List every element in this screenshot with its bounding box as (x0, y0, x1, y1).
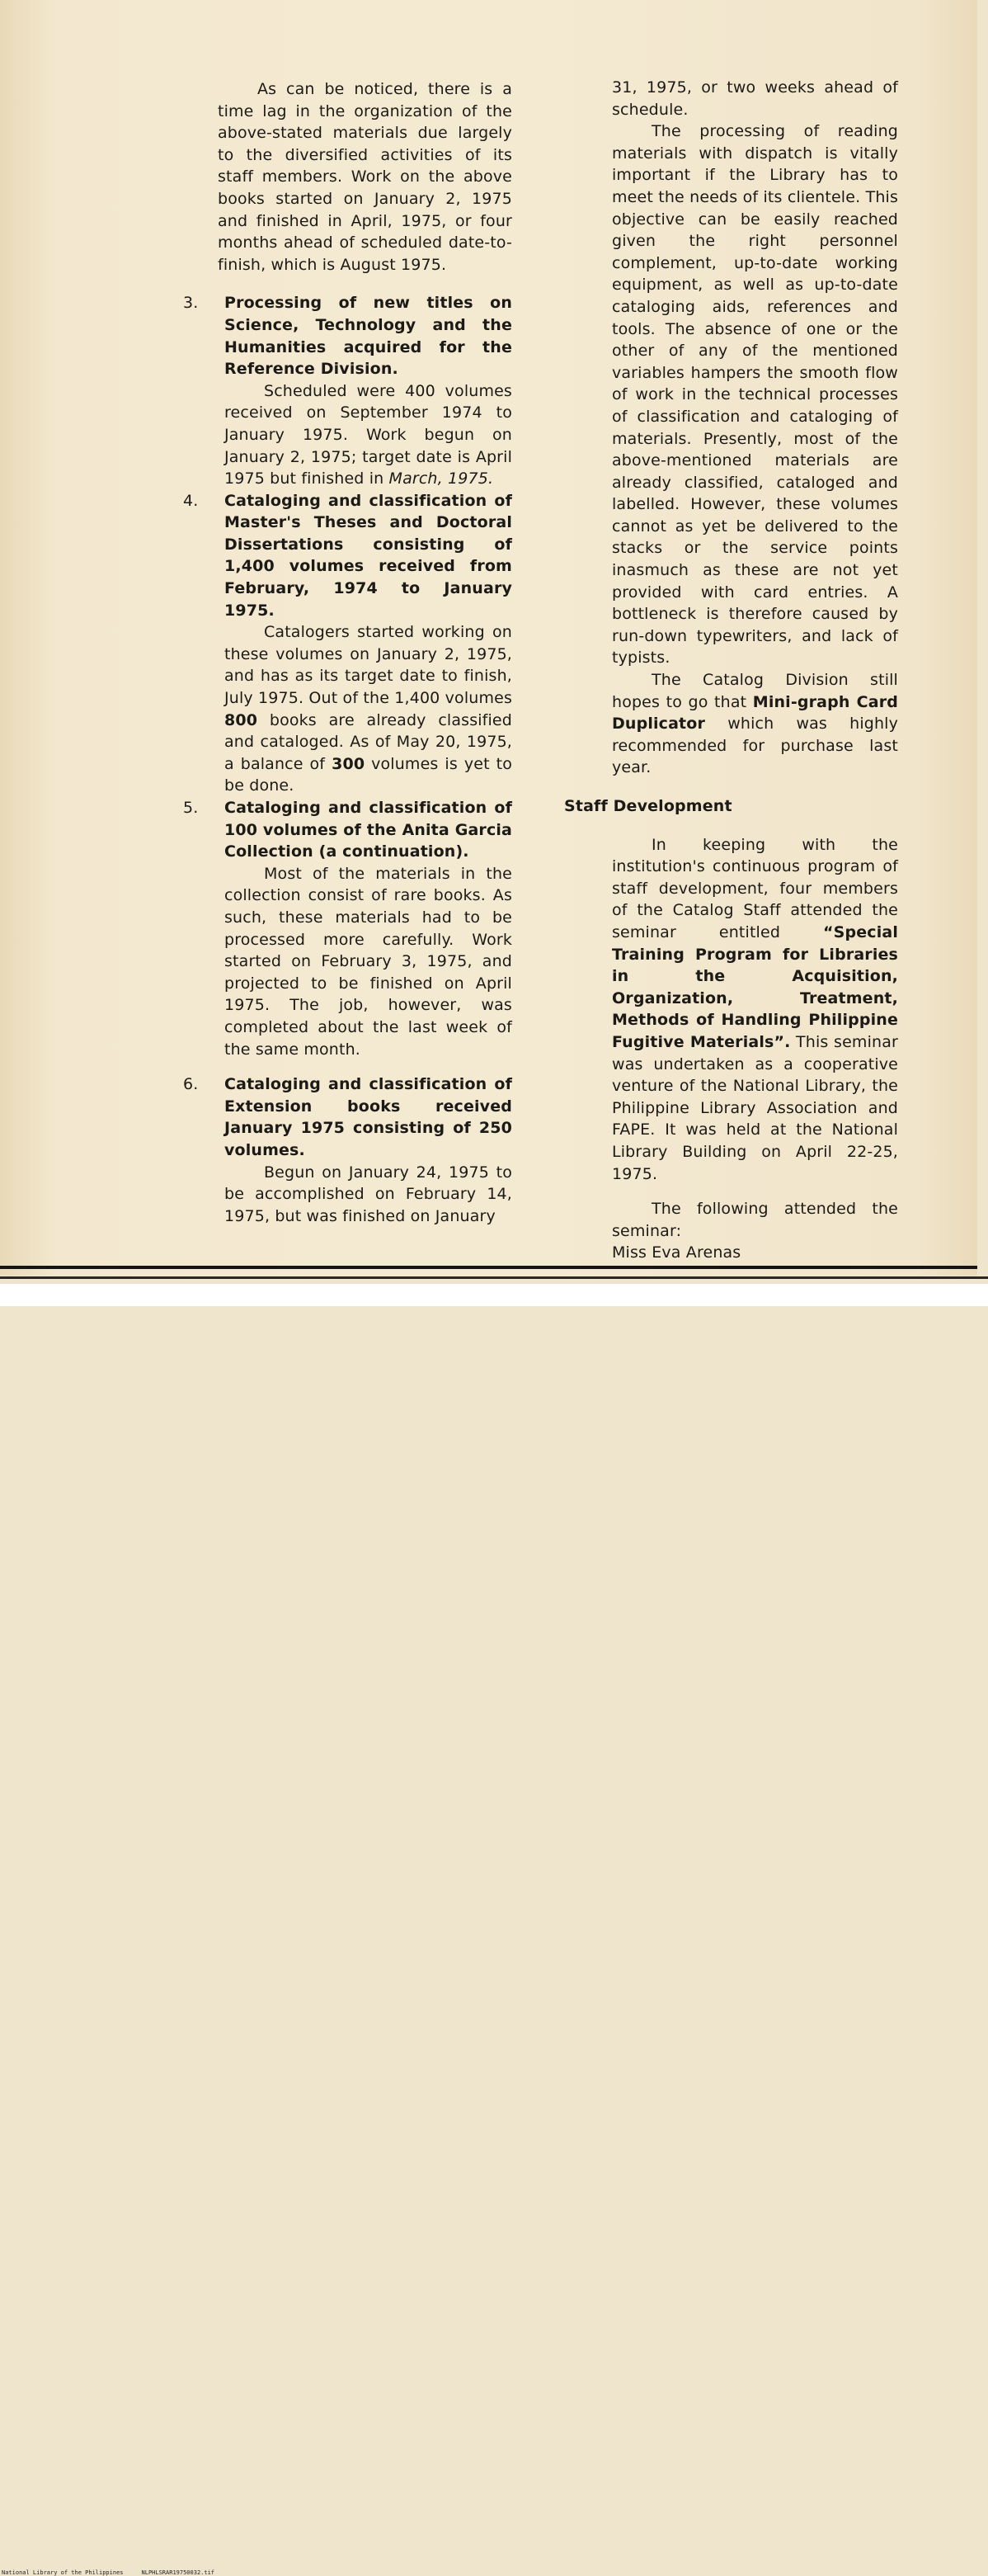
item-body: Scheduled were 400 volumes received on September 1974 to January 1975. Work begun on January 2, 1975; target date is April 1975 but finished in March, 1975. (224, 381, 512, 488)
item-body: Catalogers started working on these volumes on January 2, 1975, and has as its target date to finish, July 1975. Out of the 1,400 volumes 800 books are already classified and cataloged. As of May 20, 1975, a balance of 300 volumes is yet to be done. (224, 623, 512, 795)
intro-paragraph: As can be noticed, there is a time lag in the organization of the above-stated materials due largely to the diversified activities of its staff members. Work on the above books started on January 2, 1975 and finished in April, 1975, or four months ahead of scheduled date-to-finish, which is August 1975. (218, 80, 512, 274)
file-name: NLPHLSRAR19750032.tif (141, 2569, 215, 2576)
item-title: Cataloging and classification of Extension books received January 1975 consisting of 250 volumes. (224, 1075, 512, 1159)
continuation-text: 31, 1975, or two weeks ahead of schedule. (612, 78, 898, 119)
processing-paragraph: The processing of reading materials with dispatch is vitally important if the Library has to meet the needs of its clientele. This objective can be easily reached given the right personnel complement, up-to-date working equipment, as well as up-to-date cataloging aids, references and tools. The absence of one or the other of any of the mentioned variables hampers the smooth flow of work in the technical processes of classification and cataloging of materials. Presently, most of the above-mentioned materials are already classified, cataloged and labelled. However, these volumes cannot as yet be delivered to the stacks or the service points inasmuch as these are not yet provided with card entries. A bottleneck is therefore caused by run-down typewriters, and lack of typists. (612, 122, 898, 668)
document-page (0, 0, 977, 1276)
right-column (564, 77, 898, 1264)
catalog-paragraph: The Catalog Division still hopes to go that Mini-graph Card Duplicator which was highly recommended for purchase last year. (612, 671, 898, 777)
staff-paragraph: In keeping with the institution's continuous program of staff development, four members of the Catalog Staff attended the seminar entitled “Special Training Program for Libraries in the Acquisition, Organization, Treatment, Methods of Handling Philippine Fugitive Materials”. This seminar was undertaken as a cooperative venture of the National Library, the Philippine Library Association and FAPE. It was held at the National Library Building on April 22-25, 1975. (612, 835, 898, 1183)
item-number: 3. (183, 294, 199, 313)
attendee-name: Miss Eva Arenas (612, 1243, 741, 1262)
attended-intro: The following attended the seminar: (612, 1200, 898, 1240)
item-title: Cataloging and classification of 100 volumes of the Anita Garcia Collection (a continuation). (224, 799, 512, 861)
list-item-3 (178, 292, 512, 489)
item-number: 6. (183, 1075, 199, 1094)
bottom-rule (0, 1266, 977, 1269)
item-body: Most of the materials in the collection consist of rare books. As such, these materials had to be processed more carefully. Work started on February 3, 1975, and projected to be finished on April 1975. The job, however, was completed about the last week of the same month. (224, 864, 512, 1059)
item-number: 4. (183, 491, 199, 510)
scan-caption (2, 2569, 233, 2576)
item-title: Processing of new titles on Science, Technology and the Humanities acquired for the Reference Division. (224, 294, 512, 379)
scan-footer-strip (0, 1284, 988, 2576)
item-title: Cataloging and classification of Master's Theses and Doctoral Dissertations consisting of 1,400 volumes received from February, 1974 to January 1975. (224, 491, 512, 620)
right-body-bottom (564, 834, 898, 1264)
source-label: National Library of the Philippines (2, 2569, 124, 2576)
list-item-5 (178, 797, 512, 1060)
list-item-6 (178, 1073, 512, 1227)
left-column (178, 78, 512, 1227)
scan-edge-line (0, 1276, 988, 1279)
item-number: 5. (183, 799, 199, 817)
right-body-top (564, 77, 898, 779)
item-body: Begun on January 24, 1975 to be accomplished on February 14, 1975, but was finished on January (224, 1163, 512, 1225)
section-heading-staff-development: Staff Development (564, 797, 732, 815)
list-item-4 (178, 490, 512, 797)
